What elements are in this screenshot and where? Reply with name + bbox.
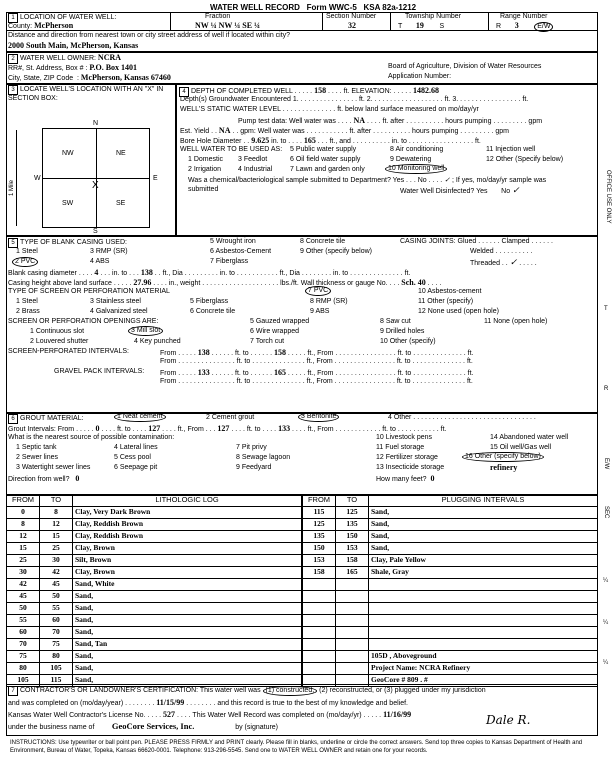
log-cell-desc — [369, 627, 598, 639]
log-cell-to: 25 — [40, 543, 73, 555]
open-drilled: 9 Drilled holes — [380, 328, 425, 335]
log-cell-desc: 105D , Aboveground — [369, 651, 598, 663]
west-label: W — [34, 175, 41, 182]
grout-cement: 2 Cement grout — [206, 414, 255, 421]
side-quarter-3: ¼ — [603, 660, 609, 666]
open-torch: 7 Torch cut — [250, 338, 285, 345]
log-cell-to — [336, 591, 369, 603]
signature: Dale R. — [486, 713, 531, 727]
screen-pvc-selected: 7 PVC — [305, 286, 331, 296]
col-from: FROM — [7, 495, 40, 507]
log-cell-from: 75 — [7, 651, 40, 663]
log-row — [303, 591, 598, 603]
log-row — [7, 567, 302, 579]
log-cell-from: 42 — [7, 579, 40, 591]
use-public: 5 Public water supply — [290, 146, 357, 153]
log-row — [7, 651, 302, 663]
township-value: T 19 S — [398, 21, 445, 30]
open-sawcut: 8 Saw cut — [380, 318, 411, 325]
open-louvered: 2 Louvered shutter — [30, 338, 89, 345]
use-injection: 11 Injection well — [486, 146, 536, 153]
cont-abandoned: 14 Abandoned water well — [490, 434, 569, 441]
log-cell-to: 75 — [40, 639, 73, 651]
range-value: R 3 E/W — [496, 21, 553, 32]
log-row — [303, 543, 598, 555]
log-cell-desc — [369, 603, 598, 615]
log-row — [303, 519, 598, 531]
address-field: RR#, St. Address, Box # : P.O. Box 1401 — [8, 63, 138, 72]
log-cell-desc — [369, 579, 598, 591]
col-to: TO — [336, 495, 369, 507]
log-cell-from: 50 — [7, 603, 40, 615]
col-plugging: PLUGGING INTERVALS — [369, 495, 598, 507]
log-cell-desc: Clay, Reddish Brown — [73, 519, 302, 531]
screen-intervals-label: SCREEN-PERFORATED INTERVALS: — [8, 348, 129, 355]
log-cell-desc — [369, 615, 598, 627]
log-header-row — [7, 495, 302, 507]
screen-interval-1: From . . . . . 138 . . . . . . ft. to . . . . . . 158 . . . . . ft., From . . . . . . . . . . . . . . . . ft. to . . . . . . . . . . . . . . ft. — [160, 348, 474, 357]
log-cell-to — [336, 627, 369, 639]
use-label: WELL WATER TO BE USED AS: — [180, 146, 283, 153]
casing-asbestos: 6 Asbestos-Cement — [210, 248, 272, 255]
form-title: WATER WELL RECORD — [210, 3, 300, 12]
log-cell-from: 55 — [7, 615, 40, 627]
log-cell-to: 165 — [336, 567, 369, 579]
screen-none: 12 None used (open hole) — [418, 308, 499, 315]
log-cell-from: 115 — [303, 507, 336, 519]
log-cell-desc: Project Name: NCRA Refinery — [369, 663, 598, 675]
casing-pvc-selected: 2 PVC — [12, 257, 38, 267]
lithologic-log-left — [6, 494, 302, 687]
log-row — [303, 627, 598, 639]
col-from: FROM — [303, 495, 336, 507]
log-cell-desc: GeoCore # 809 . # — [369, 675, 598, 687]
log-row — [303, 579, 598, 591]
cont-other-selected: 16 Other (specify below) — [462, 452, 544, 462]
direction-field: Direction from well? 0 — [8, 474, 80, 483]
col-to: TO — [40, 495, 73, 507]
side-t: T — [604, 306, 608, 312]
range-label: Range Number — [500, 13, 548, 20]
gravel-interval-2: From . . . . . . . . . . . . . . . ft. to . . . . . . . . . . . . . . ft., From . . . . . . . . . . . . . . . . ft. to . . . . . . . . . . . . . . ft. — [160, 378, 473, 385]
log-cell-desc: Sand, — [369, 543, 598, 555]
log-cell-from: 25 — [7, 555, 40, 567]
depth-field: 4 DEPTH OF COMPLETED WELL . . . . . 158 . . . . ft. ELEVATION: . . . . . 1482.68 — [179, 86, 439, 97]
log-cell-from — [303, 627, 336, 639]
distance-value: 2000 South Main, McPherson, Kansas — [8, 41, 139, 50]
casing-concrete: 8 Concrete tile — [300, 238, 346, 245]
grout-intervals: Grout Intervals: From . . . . . 0 . . . . ft. to . . . . 127 . . . . ft., From . . . 127 . . . . ft. to . . . . 133 . . . . ft., From . . . . . . . . . . . . ft. to . . . . . . . . . . . ft. — [8, 424, 447, 433]
log-cell-from: 45 — [7, 591, 40, 603]
side-sec: SEC — [602, 506, 609, 519]
casing-height-field: Casing height above land surface . . . . . 27.96 . . . . in., weight . . . . . . . . . . . . . . . . . . . . lbs./ft. Wall thickness or gauge No. . . . Sch. 40 . . . . — [8, 278, 442, 287]
casing-rmp: 3 RMP (SR) — [90, 248, 128, 255]
lithologic-log-right — [302, 494, 598, 687]
log-cell-to: 150 — [336, 531, 369, 543]
log-cell-from: 12 — [7, 531, 40, 543]
log-row — [7, 591, 302, 603]
log-cell-desc: Sand, — [73, 603, 302, 615]
log-cell-from: 0 — [7, 507, 40, 519]
side-r: R — [604, 386, 609, 392]
use-oilfield: 6 Oil field water supply — [290, 156, 361, 163]
log-cell-to: 8 — [40, 507, 73, 519]
cont-seepage: 6 Seepage pit — [114, 464, 158, 471]
log-cell-from: 105 — [7, 675, 40, 687]
log-row — [7, 615, 302, 627]
log-cell-desc — [369, 591, 598, 603]
south-label: S — [93, 228, 98, 235]
casing-diameter-field: Blank casing diameter . . . . 4 . . . in. to . . . 138 . . ft., Dia . . . . . . . . . in. to . . . . . . . . . . . ft., Dia . . . . . . . . in. to . . . . . . . . . . . . . . ft. — [8, 268, 411, 277]
casing-abs: 4 ABS — [90, 258, 110, 265]
log-cell-from: 60 — [7, 627, 40, 639]
cont-lagoon: 8 Sewage lagoon — [236, 454, 291, 461]
log-cell-to — [336, 663, 369, 675]
log-cell-desc: Sand, White — [73, 579, 302, 591]
open-continuous: 1 Continuous slot — [30, 328, 85, 335]
log-cell-from: 15 — [7, 543, 40, 555]
log-cell-desc: Clay, Very Dark Brown — [73, 507, 302, 519]
log-cell-desc: Sand, — [369, 507, 598, 519]
casing-other: 9 Other (specify below) — [300, 248, 372, 255]
log-row — [7, 627, 302, 639]
log-cell-to: 45 — [40, 579, 73, 591]
screen-stainless: 3 Stainless steel — [90, 298, 141, 305]
log-cell-desc: Shale, Gray — [369, 567, 598, 579]
screen-fiberglass: 5 Fiberglass — [190, 298, 229, 305]
screen-steel: 1 Steel — [16, 298, 38, 305]
cont-other-value: refinery — [490, 463, 518, 472]
log-cell-from: 125 — [303, 519, 336, 531]
ne-quadrant: NE — [116, 150, 126, 157]
log-cell-from — [303, 591, 336, 603]
city-field: City, State, ZIP Code : McPherson, Kansas 67460 — [8, 73, 171, 82]
log-row — [303, 555, 598, 567]
section-number-value: 32 — [348, 21, 356, 30]
log-cell-to — [336, 579, 369, 591]
log-cell-to: 125 — [336, 507, 369, 519]
well-location-mark: X — [92, 180, 99, 191]
north-label: N — [93, 120, 99, 127]
log-cell-to: 50 — [40, 591, 73, 603]
log-row — [7, 519, 302, 531]
log-cell-to: 60 — [40, 615, 73, 627]
grout-material-label: 6 GROUT MATERIAL: — [8, 414, 84, 424]
gravel-interval-1: From . . . . . 133 . . . . . . ft. to . . . . . . 165 . . . . . ft., From . . . . . . . . . . . . . . . . ft. to . . . . . . . . . . . . . . ft. — [160, 368, 474, 377]
log-row — [303, 663, 598, 675]
cont-septic: 1 Septic tank — [16, 444, 57, 451]
screen-abs: 9 ABS — [310, 308, 330, 315]
instructions: INSTRUCTIONS: Use typewriter or ball point pen. PLEASE PRESS FIRMLY and PRINT clearly. Please fill in blanks, underline or circle the correct answers. Send top three copies to Kansas Department of Health and Environment, Bureau of Water, Topeka, Kansas 66620-0001. Telephone: 913-296-5545. Send one to WATER WELL OWNER and retain one for your records. — [10, 740, 583, 754]
log-cell-desc: Sand, — [73, 615, 302, 627]
casing-fiberglass: 7 Fiberglass — [210, 258, 249, 265]
fraction-label: Fraction — [205, 13, 231, 20]
log-cell-to — [336, 639, 369, 651]
log-cell-to — [336, 651, 369, 663]
log-row — [7, 663, 302, 675]
log-row — [7, 555, 302, 567]
screen-galvanized: 4 Galvanized steel — [90, 308, 148, 315]
ksa-ref: KSA 82a-1212 — [363, 3, 417, 12]
log-cell-from: 30 — [7, 567, 40, 579]
log-row — [303, 651, 598, 663]
cont-feedyard: 9 Feedyard — [236, 464, 272, 471]
log-cell-desc: Sand, — [73, 591, 302, 603]
distance-label: Distance and direction from nearest town or city street address of well if located within city? — [8, 32, 291, 39]
screen-other: 11 Other (specify) — [418, 298, 474, 305]
log-cell-desc: Clay, Brown — [73, 567, 302, 579]
use-air: 8 Air conditioning — [390, 146, 444, 153]
log-cell-to: 80 — [40, 651, 73, 663]
east-label: E — [153, 175, 158, 182]
cont-fuel: 11 Fuel storage — [376, 444, 425, 451]
screen-interval-2: From . . . . . . . . . . . . . . . ft. to . . . . . . . . . . . . . . ft., From . . . . . . . . . . . . . . . . ft. to . . . . . . . . . . . . . . ft. — [160, 358, 473, 365]
s3-label: 3 LOCATE WELL'S LOCATION WITH AN "X" IN SECTION BOX: — [8, 86, 164, 102]
board-label: Board of Agriculture, Division of Water Resources — [388, 63, 542, 70]
screen-rmp: 8 RMP (SR) — [310, 298, 348, 305]
cont-sewer: 2 Sewer lines — [16, 454, 59, 461]
open-keypunched: 4 Key punched — [134, 338, 181, 345]
certification-line-1: 7 CONTRACTOR'S OR LANDOWNER'S CERTIFICATION: This water well was (1) constructed, (2) reconstructed, or (3) plugged under my jurisdiction — [8, 686, 486, 696]
log-row — [7, 603, 302, 615]
certification-line-3: Kansas Water Well Contractor's License No. . . . . 527 . . . . This Water Well Record was completed on (mo/day/yr) . . . . . 11/16/99 — [8, 710, 412, 719]
bore-field: Bore Hole Diameter . . 9.625 in. to . . . . 165 . . . ft., and . . . . . . . . . . in. to . . . . . . . . . . . . . . . . . ft. — [180, 136, 481, 145]
log-cell-desc: Sand, — [73, 675, 302, 687]
cont-insecticide: 13 Insecticide storage — [376, 464, 445, 471]
log-row — [303, 603, 598, 615]
casing-joints: CASING JOINTS: Glued . . . . . . Clamped . . . . . . — [400, 238, 553, 245]
screen-brass: 2 Brass — [16, 308, 40, 315]
log-cell-desc: Sand, — [369, 531, 598, 543]
log-cell-desc: Silt, Brown — [73, 555, 302, 567]
nw-quadrant: NW — [62, 150, 74, 157]
joint-welded: Welded . . . . . . . . . . — [470, 248, 533, 255]
use-industrial: 4 Industrial — [238, 166, 273, 173]
application-label: Application Number: — [388, 73, 452, 80]
fraction-value: NW ¼ NW ¼ SE ¼ — [195, 21, 261, 30]
log-cell-from: 8 — [7, 519, 40, 531]
log-cell-to: 12 — [40, 519, 73, 531]
log-row — [303, 639, 598, 651]
log-row — [7, 531, 302, 543]
certification-line-2: and was completed on (mo/day/year) . . . . . . . . 11/15/99 . . . . . . . . and this record is true to the best of my knowledge and belief. — [8, 698, 408, 707]
office-use-label: OFFICE USE ONLY — [604, 170, 611, 224]
log-cell-to: 42 — [40, 567, 73, 579]
log-cell-from — [303, 639, 336, 651]
log-cell-desc: Clay, Pale Yellow — [369, 555, 598, 567]
log-cell-to: 55 — [40, 603, 73, 615]
disinfected-field: submitted — [188, 186, 219, 193]
log-cell-from — [303, 603, 336, 615]
open-other: 10 Other (specify) — [380, 338, 436, 345]
log-cell-to: 70 — [40, 627, 73, 639]
log-cell-desc: Sand, Tan — [73, 639, 302, 651]
pump-test-field: Pump test data: Well water was . . . . NA . . . . ft. after . . . . . . . . . . hours pumping . . . . . . . . . gpm — [238, 116, 543, 125]
grout-other: 4 Other . . . . . . . . . . . . . . . . . . . . . . . . . . . . . . . . — [388, 414, 536, 421]
screen-material-label: TYPE OF SCREEN OR PERFORATION MATERIAL — [8, 288, 170, 295]
groundwater-field: Depth(s) Groundwater Encountered 1. . . . . . . . . . . . . . . . ft. 2. . . . . . . . . . . . . . . . . . . ft. 3. . . . . . . . . . . . . . . . . ft. — [180, 96, 529, 103]
use-monitoring-selected: 10 Monitoring well — [385, 164, 447, 174]
s1-label: 1 LOCATION OF WATER WELL: — [8, 13, 116, 23]
log-row — [7, 579, 302, 591]
grout-neat-cement-selected: 1 Neat cement — [114, 412, 166, 422]
log-cell-to: 158 — [336, 555, 369, 567]
static-level-field: WELL'S STATIC WATER LEVEL . . . . . . . . . . . . . . ft. below land surface measured on mo/day/yr — [180, 106, 479, 113]
use-irrigation: 2 Irrigation — [188, 166, 222, 173]
sw-quadrant: SW — [62, 200, 74, 207]
log-row — [303, 615, 598, 627]
cont-fertilizer: 12 Fertilizer storage — [376, 454, 438, 461]
mile-scale: 1 Mile — [9, 180, 15, 197]
log-cell-desc: Sand, — [369, 519, 598, 531]
log-cell-to: 30 — [40, 555, 73, 567]
side-quarter-1: ¼ — [603, 578, 609, 584]
log-cell-to: 135 — [336, 519, 369, 531]
log-cell-from: 150 — [303, 543, 336, 555]
side-quarter-2: ¼ — [603, 620, 609, 626]
cont-cess: 5 Cess pool — [114, 454, 151, 461]
log-cell-from — [303, 579, 336, 591]
cont-livestock: 10 Livestock pens — [376, 434, 433, 441]
log-cell-from — [303, 663, 336, 675]
col-litho: LITHOLOGIC LOG — [73, 495, 302, 507]
log-cell-to: 115 — [40, 675, 73, 687]
log-cell-from: 158 — [303, 567, 336, 579]
s5-label: 5 TYPE OF BLANK CASING USED: — [8, 238, 127, 248]
section-number-label: Section Number — [326, 13, 377, 20]
log-cell-from: 80 — [7, 663, 40, 675]
log-header-row — [303, 495, 598, 507]
casing-steel: 1 Steel — [16, 248, 38, 255]
grout-bentonite-selected: 3 Bentonite — [298, 412, 339, 422]
owner-field: 2 WATER WELL OWNER: NCRA — [8, 53, 121, 64]
log-row — [303, 531, 598, 543]
form-id: Form WWC-5 — [306, 3, 357, 12]
cont-lateral: 4 Lateral lines — [114, 444, 158, 451]
se-quadrant: SE — [116, 200, 126, 207]
open-mill-slot-selected: 3 Mill slot — [128, 326, 163, 336]
log-cell-desc: Clay, Reddish Brown — [73, 531, 302, 543]
log-cell-desc: Clay, Brown — [73, 543, 302, 555]
cont-watertight: 3 Watertight sewer lines — [16, 464, 91, 471]
log-cell-desc: Sand, — [73, 627, 302, 639]
log-cell-to: 153 — [336, 543, 369, 555]
log-cell-to: 15 — [40, 531, 73, 543]
log-cell-from: 135 — [303, 531, 336, 543]
log-cell-from — [303, 615, 336, 627]
log-cell-from: 153 — [303, 555, 336, 567]
log-cell-from — [303, 651, 336, 663]
disinfected-answer: Water Well Disinfected? Yes No ✓ — [400, 186, 520, 196]
joint-threaded: Threaded . . ✓ . . . . . — [470, 258, 537, 268]
cont-privy: 7 Pit privy — [236, 444, 267, 451]
log-cell-from: 70 — [7, 639, 40, 651]
open-none: 11 None (open hole) — [484, 318, 548, 325]
screen-asbestos: 10 Asbestos-cement — [418, 288, 482, 295]
county-field: County: McPherson — [8, 21, 74, 30]
use-dewatering: 9 Dewatering — [390, 156, 432, 163]
log-cell-desc — [369, 639, 598, 651]
log-row — [303, 507, 598, 519]
use-other: 12 Other (Specify below) — [486, 156, 564, 163]
log-cell-desc: Sand, — [73, 651, 302, 663]
form-header — [210, 3, 416, 12]
gravel-intervals-label: GRAVEL PACK INTERVALS: — [54, 368, 145, 375]
log-cell-to — [336, 615, 369, 627]
log-cell-to: 105 — [40, 663, 73, 675]
screen-concrete: 6 Concrete tile — [190, 308, 236, 315]
contamination-label: What is the nearest source of possible contamination: — [8, 434, 175, 441]
side-ew: E/W — [602, 458, 609, 470]
log-row — [7, 639, 302, 651]
yield-field: Est. Yield . . NA . . gpm: Well water was . . . . . . . . . . . ft. after . . . . . . . . . . hours pumping . . . . . . . . . gpm — [180, 126, 509, 135]
use-lawn: 7 Lawn and garden only — [290, 166, 365, 173]
log-cell-to — [336, 603, 369, 615]
log-row — [7, 507, 302, 519]
casing-wrought: 5 Wrought iron — [210, 238, 256, 245]
township-label: Township Number — [405, 13, 462, 20]
open-wire: 6 Wire wrapped — [250, 328, 300, 335]
log-row — [7, 543, 302, 555]
feet-field: How many feet? 0 — [376, 474, 435, 483]
certification-line-4: under the business name of GeoCore Services, Inc. by (signature) — [8, 721, 279, 731]
log-cell-desc: Sand, — [73, 663, 302, 675]
log-row — [303, 567, 598, 579]
use-feedlot: 3 Feedlot — [238, 156, 268, 163]
cont-oilgas: 15 Oil well/Gas well — [490, 444, 552, 451]
chem-field: Was a chemical/bacteriological sample submitted to Department? Yes . . . No . . . . ✓ ; If yes, mo/day/yr sample was — [188, 176, 547, 184]
use-domestic: 1 Domestic — [188, 156, 224, 163]
openings-label: SCREEN OR PERFORATION OPENINGS ARE: — [8, 318, 159, 325]
open-gauzed: 5 Gauzed wrapped — [250, 318, 310, 325]
